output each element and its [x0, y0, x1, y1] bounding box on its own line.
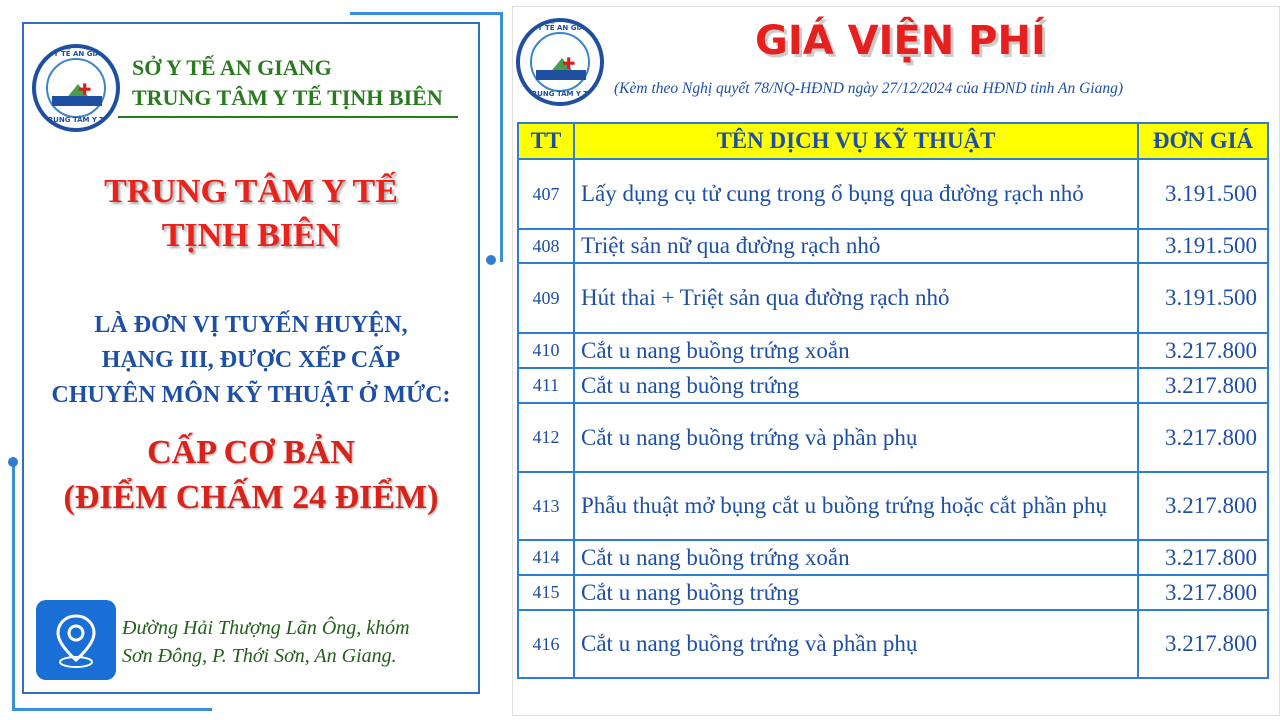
- logo-bottom-text: TRUNG TÂM Y TẾ: [526, 90, 593, 98]
- table-row: [518, 575, 1268, 610]
- page-subtitle: (Kèm theo Nghị quyết 78/NQ-HĐND ngày 27/12/2024 của HĐND tỉnh An Giang): [614, 80, 1124, 97]
- row-service-name: Cắt u nang buồng trứng: [574, 575, 1138, 610]
- table-header-row: [518, 123, 1268, 159]
- row-price: 3.217.800: [1138, 540, 1268, 575]
- table-row: [518, 472, 1268, 540]
- row-tt: 413: [518, 472, 574, 540]
- center-name-line1: TRUNG TÂM Y TẾ: [104, 173, 398, 210]
- hospital-logo: [32, 44, 120, 132]
- row-service-name: Hút thai + Triệt sản qua đường rạch nhỏ: [574, 263, 1138, 333]
- address-line1: Đường Hải Thượng Lãn Ông, khóm: [122, 617, 410, 639]
- header-price: ĐƠN GIÁ: [1138, 123, 1268, 159]
- row-price: 3.217.800: [1138, 368, 1268, 403]
- row-tt: 412: [518, 403, 574, 472]
- table-row: [518, 263, 1268, 333]
- decor-line: [350, 12, 500, 15]
- logo-top-text: SỞ Y TẾ AN GIANG: [39, 50, 113, 58]
- description-line1: LÀ ĐƠN VỊ TUYẾN HUYỆN,: [94, 312, 408, 338]
- level-title: CẤP CƠ BẢN: [147, 434, 355, 471]
- header-underline: [118, 116, 458, 118]
- row-price: 3.217.800: [1138, 403, 1268, 472]
- row-tt: 408: [518, 229, 574, 263]
- location-pin-icon: [36, 600, 116, 680]
- row-service-name: Phẫu thuật mở bụng cắt u buồng trứng hoặc cắt phần phụ: [574, 472, 1138, 540]
- fee-table: [517, 122, 1269, 679]
- header-tt: TT: [518, 123, 574, 159]
- logo-bottom-text: TRUNG TÂM Y TẾ: [42, 116, 109, 124]
- row-tt: 415: [518, 575, 574, 610]
- row-price: 3.217.800: [1138, 333, 1268, 368]
- row-service-name: Triệt sản nữ qua đường rạch nhỏ: [574, 229, 1138, 263]
- decor-line: [12, 465, 15, 710]
- row-service-name: Cắt u nang buồng trứng và phần phụ: [574, 610, 1138, 678]
- header-service-name: TÊN DỊCH VỤ KỸ THUẬT: [574, 123, 1138, 159]
- row-price: 3.217.800: [1138, 472, 1268, 540]
- row-price: 3.217.800: [1138, 610, 1268, 678]
- row-price: 3.191.500: [1138, 159, 1268, 229]
- table-row: [518, 610, 1268, 678]
- table-row: [518, 333, 1268, 368]
- table-row: [518, 229, 1268, 263]
- center-name-header: TRUNG TÂM Y TẾ TỊNH BIÊN: [132, 85, 443, 110]
- decor-line: [12, 708, 212, 711]
- row-price: 3.217.800: [1138, 575, 1268, 610]
- medical-cross-icon: ✚: [562, 54, 576, 73]
- row-service-name: Lấy dụng cụ tử cung trong ổ bụng qua đường rạch nhỏ: [574, 159, 1138, 229]
- hospital-logo-right: [516, 18, 604, 106]
- description-line3: CHUYÊN MÔN KỸ THUẬT Ở MỨC:: [51, 382, 451, 408]
- department-name: SỞ Y TẾ AN GIANG: [132, 55, 332, 80]
- logo-top-text: SỞ Y TẾ AN GIANG: [523, 24, 597, 32]
- table-row: [518, 159, 1268, 229]
- description-line2: HẠNG III, ĐƯỢC XẾP CẤP: [101, 347, 401, 373]
- row-tt: 409: [518, 263, 574, 333]
- row-service-name: Cắt u nang buồng trứng và phần phụ: [574, 403, 1138, 472]
- row-service-name: Cắt u nang buồng trứng xoắn: [574, 540, 1138, 575]
- level-score: (ĐIỂM CHẤM 24 ĐIỂM): [63, 479, 439, 516]
- row-tt: 416: [518, 610, 574, 678]
- decor-dot: [8, 457, 18, 467]
- table-row: [518, 403, 1268, 472]
- page-title: GIÁ VIỆN PHÍ: [755, 18, 1046, 64]
- medical-cross-icon: ✚: [78, 80, 92, 99]
- center-name-line2: TỊNH BIÊN: [161, 217, 341, 254]
- row-tt: 411: [518, 368, 574, 403]
- decor-dot: [486, 255, 496, 265]
- table-row: [518, 540, 1268, 575]
- row-price: 3.191.500: [1138, 263, 1268, 333]
- row-tt: 407: [518, 159, 574, 229]
- table-row: [518, 368, 1268, 403]
- row-tt: 414: [518, 540, 574, 575]
- row-service-name: Cắt u nang buồng trứng xoắn: [574, 333, 1138, 368]
- row-service-name: Cắt u nang buồng trứng: [574, 368, 1138, 403]
- address-line2: Sơn Đông, P. Thới Sơn, An Giang.: [122, 645, 397, 667]
- decor-line: [500, 12, 503, 262]
- row-tt: 410: [518, 333, 574, 368]
- row-price: 3.191.500: [1138, 229, 1268, 263]
